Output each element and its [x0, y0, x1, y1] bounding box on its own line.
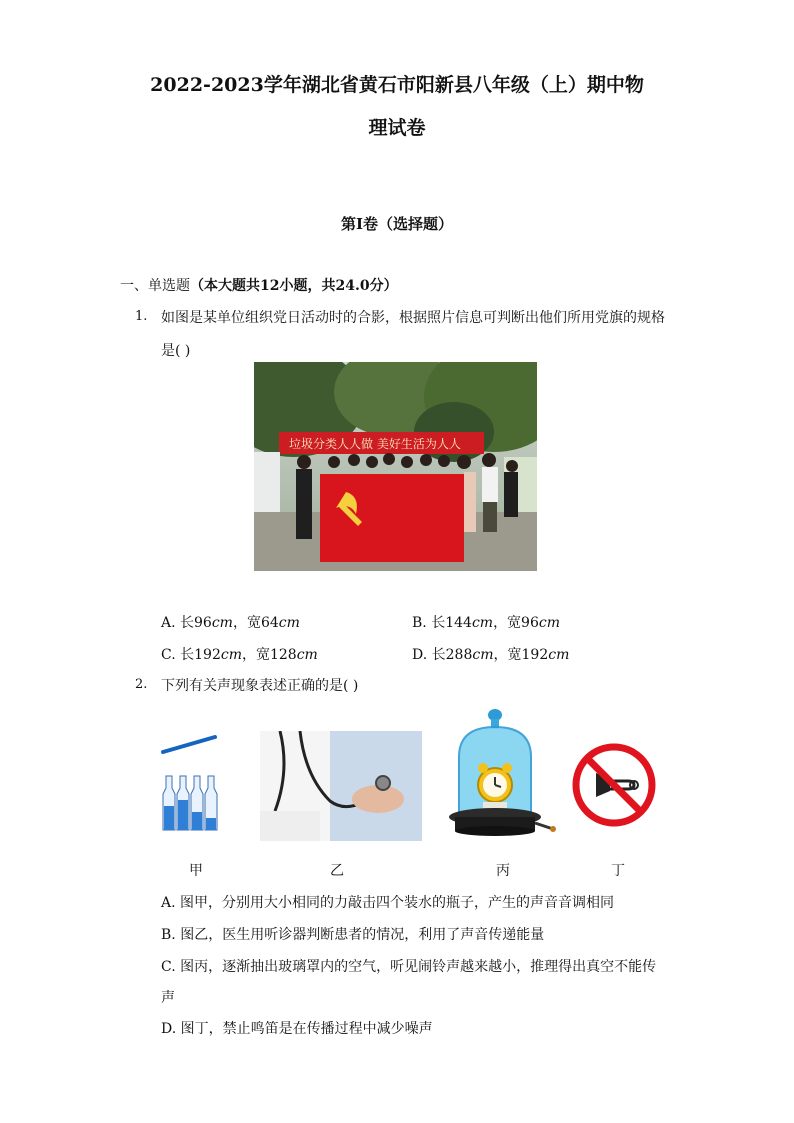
group-title-prefix: 一、单选题: [120, 278, 190, 294]
group-title-detail: （本大题共12小题，共24.0分）: [190, 278, 398, 294]
q1-party-flag: [320, 474, 464, 562]
q2-option-c[interactable]: C. 图丙，逐渐抽出玻璃罩内的空气，听见闹铃声越来越小，推理得出真空不能传: [161, 959, 657, 975]
fig-bing-bell-jar-clock: [445, 707, 558, 843]
q1-text-line2: 是( ): [161, 343, 191, 359]
fig-yi-stethoscope: [260, 731, 422, 841]
q1-group-photo: [254, 362, 537, 571]
q1-option-b[interactable]: B. 长144cm，宽96cm: [412, 615, 561, 631]
q1-text-line1: 如图是某单位组织党日活动时的合影，根据照片信息可判断出他们所用党旗的规格: [161, 310, 665, 326]
fig-label-bing: 丙: [496, 863, 510, 879]
q2-text: 下列有关声现象表述正确的是( ): [161, 678, 359, 694]
exam-title-line1: 2022-2023学年湖北省黄石市阳新县八年级（上）期中物: [150, 74, 644, 96]
q2-option-a[interactable]: A. 图甲，分别用大小相同的力敲击四个装水的瓶子，产生的声音音调相同: [161, 895, 615, 911]
fig-jia-water-bottles: [160, 734, 220, 834]
q1-option-a[interactable]: A. 长96cm，宽64cm: [161, 615, 300, 631]
q1-banner-text: 垃圾分类人人做 美好生活为人人: [289, 437, 461, 451]
q1-option-d[interactable]: D. 长288cm，宽192cm: [412, 647, 570, 663]
fig-label-jia: 甲: [189, 863, 203, 879]
q2-option-d[interactable]: D. 图丁，禁止鸣笛是在传播过程中减少噪声: [161, 1021, 433, 1037]
q2-number: 2.: [135, 677, 148, 692]
q1-option-c[interactable]: C. 长192cm，宽128cm: [161, 647, 318, 663]
fig-label-yi: 乙: [330, 863, 344, 879]
fig-label-ding: 丁: [611, 863, 625, 879]
question-group-title: [120, 275, 398, 295]
fig-ding-no-horn-sign: [572, 743, 656, 827]
q1-number: 1.: [135, 309, 148, 324]
section-title: 第I卷（选择题）: [340, 215, 454, 233]
q2-option-c-cont: 声: [161, 990, 175, 1006]
exam-title-line2: 理试卷: [368, 117, 426, 139]
q2-option-b[interactable]: B. 图乙，医生用听诊器判断患者的情况，利用了声音传递能量: [161, 927, 545, 943]
